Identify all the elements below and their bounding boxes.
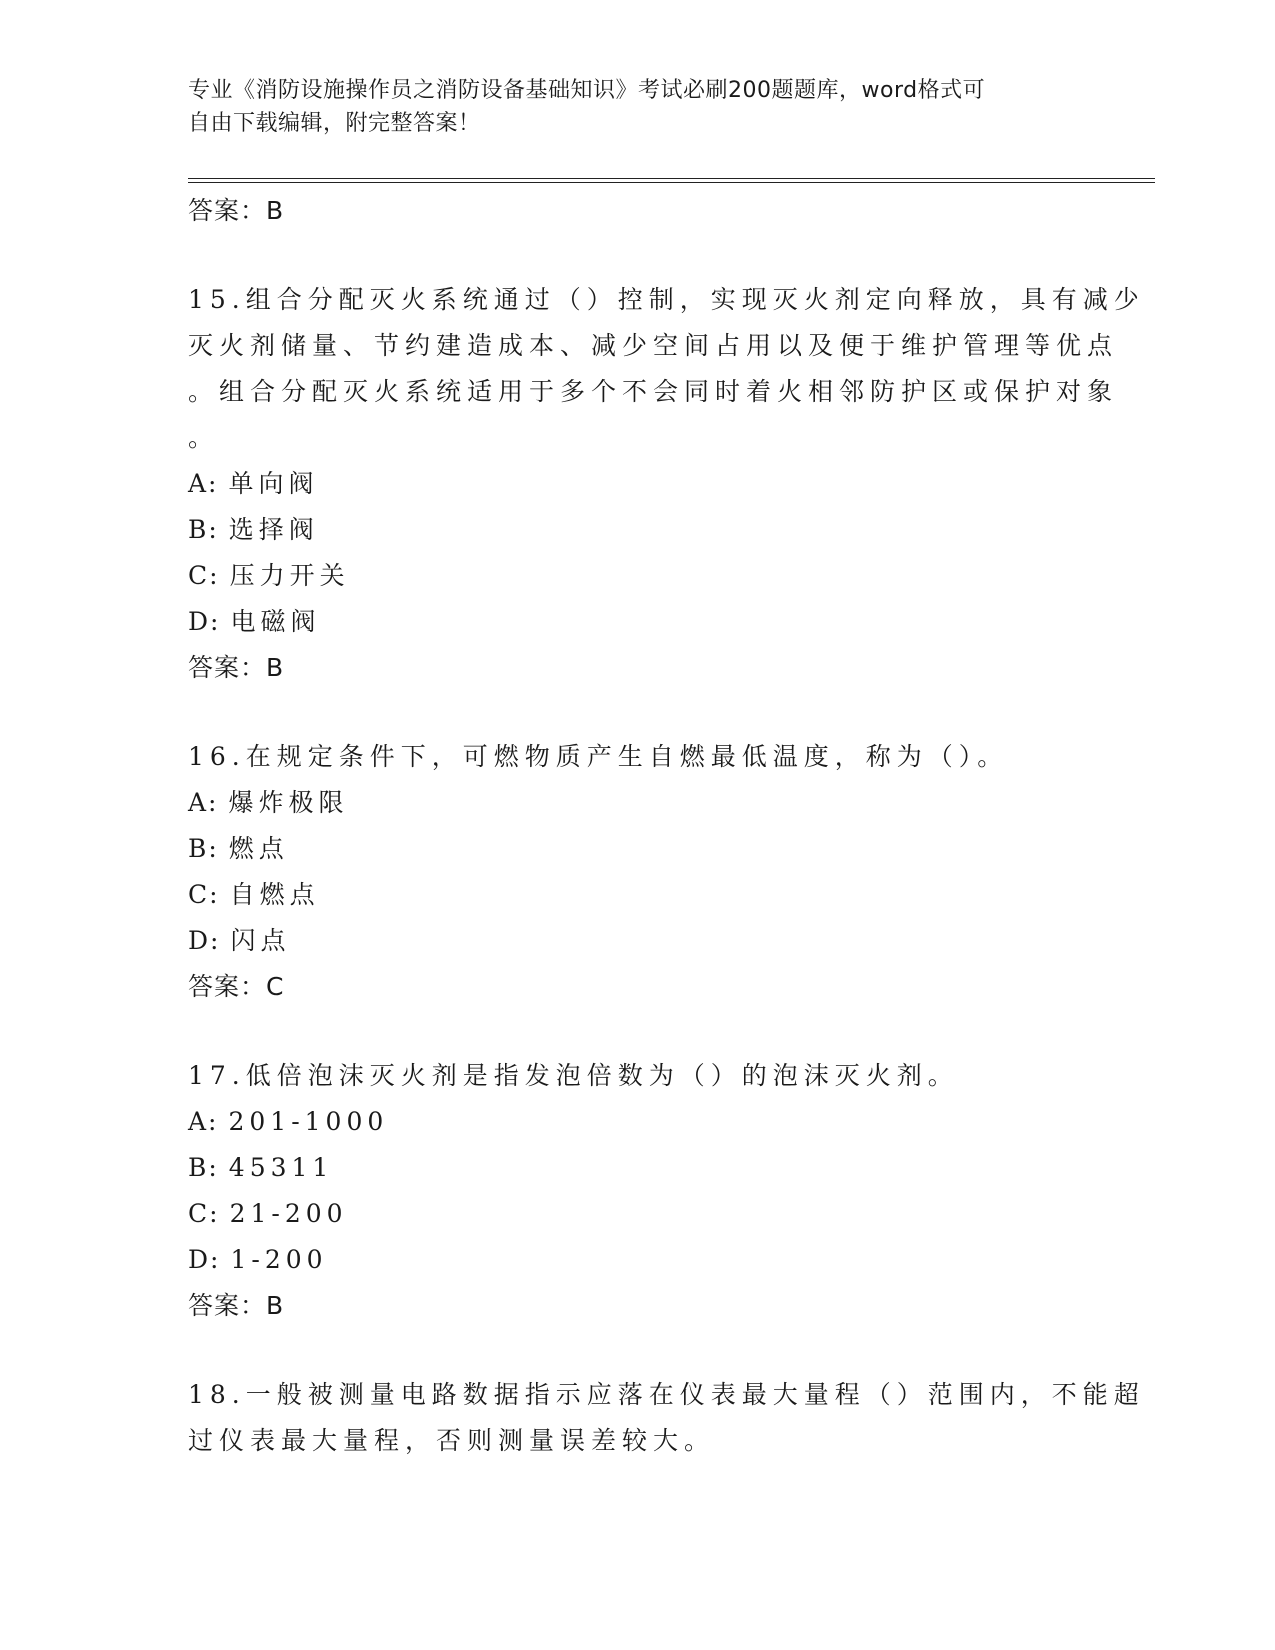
question-text: 过仪表最大量程，否则测量误差较大。 [188, 1426, 716, 1455]
header-line-1: 专业《消防设施操作员之消防设备基础知识》考试必刷200题题库，word格式可 [188, 78, 986, 103]
option-label: B: [188, 515, 219, 544]
answer-line: 答案：B [188, 1291, 285, 1320]
question-block [188, 277, 1145, 691]
question-block [188, 1372, 1145, 1464]
question-text: 18.一般被测量电路数据指示应落在仪表最大量程（）范围内，不能超 [188, 1380, 1145, 1409]
option-text: 1-200 [230, 1245, 328, 1274]
option-b [188, 507, 1088, 553]
option-text: 压力开关 [229, 561, 350, 590]
question-text: 。 [188, 423, 220, 452]
option-text: 自燃点 [229, 880, 320, 909]
option-label: C: [188, 880, 220, 909]
option-text: 电磁阀 [230, 607, 321, 636]
option-c [188, 1191, 1088, 1237]
option-text: 闪点 [230, 926, 291, 955]
answer-line: 答案：B [188, 653, 285, 682]
option-c [188, 872, 1088, 918]
option-label: C: [188, 1199, 220, 1228]
option-label: A: [188, 469, 219, 498]
question-block [188, 734, 1088, 1010]
option-label: D: [188, 926, 221, 955]
option-d [188, 599, 1088, 645]
question-text: 16.在规定条件下，可燃物质产生自燃最低温度，称为（）。 [188, 742, 1009, 771]
answer-line: 答案：B [188, 196, 285, 225]
answer-line: 答案：C [188, 972, 285, 1001]
question-block [188, 1053, 1088, 1329]
option-text: 单向阀 [228, 469, 319, 498]
question-text: 17.低倍泡沫灭火剂是指发泡倍数为（）的泡沫灭火剂。 [188, 1061, 959, 1090]
question-text: 15.组合分配灭火系统通过（）控制，实现灭火剂定向释放，具有减少 [188, 285, 1145, 314]
header-divider [188, 178, 1155, 183]
option-a [188, 461, 1088, 507]
option-text: 45311 [228, 1153, 334, 1182]
option-label: C: [188, 561, 220, 590]
option-b [188, 1145, 1088, 1191]
option-a [188, 1099, 1088, 1145]
question-list [188, 188, 1145, 1464]
option-d [188, 1237, 1088, 1283]
header-line-2: 自由下载编辑，附完整答案！ [188, 111, 481, 136]
option-text: 201-1000 [228, 1107, 389, 1136]
document-header [188, 74, 1068, 140]
option-b [188, 826, 1088, 872]
question-text: 灭火剂储量、节约建造成本、减少空间占用以及便于维护管理等优点 [188, 331, 1119, 360]
option-text: 燃点 [228, 834, 289, 863]
option-d [188, 918, 1088, 964]
option-label: A: [188, 1107, 219, 1136]
option-c [188, 553, 1088, 599]
option-label: B: [188, 834, 219, 863]
option-text: 21-200 [229, 1199, 348, 1228]
option-label: B: [188, 1153, 219, 1182]
option-label: D: [188, 1245, 221, 1274]
option-label: A: [188, 788, 219, 817]
option-label: D: [188, 607, 221, 636]
option-a [188, 780, 1088, 826]
option-text: 选择阀 [228, 515, 319, 544]
question-text: 。组合分配灭火系统适用于多个不会同时着火相邻防护区或保护对象 [188, 377, 1119, 406]
option-text: 爆炸极限 [228, 788, 349, 817]
